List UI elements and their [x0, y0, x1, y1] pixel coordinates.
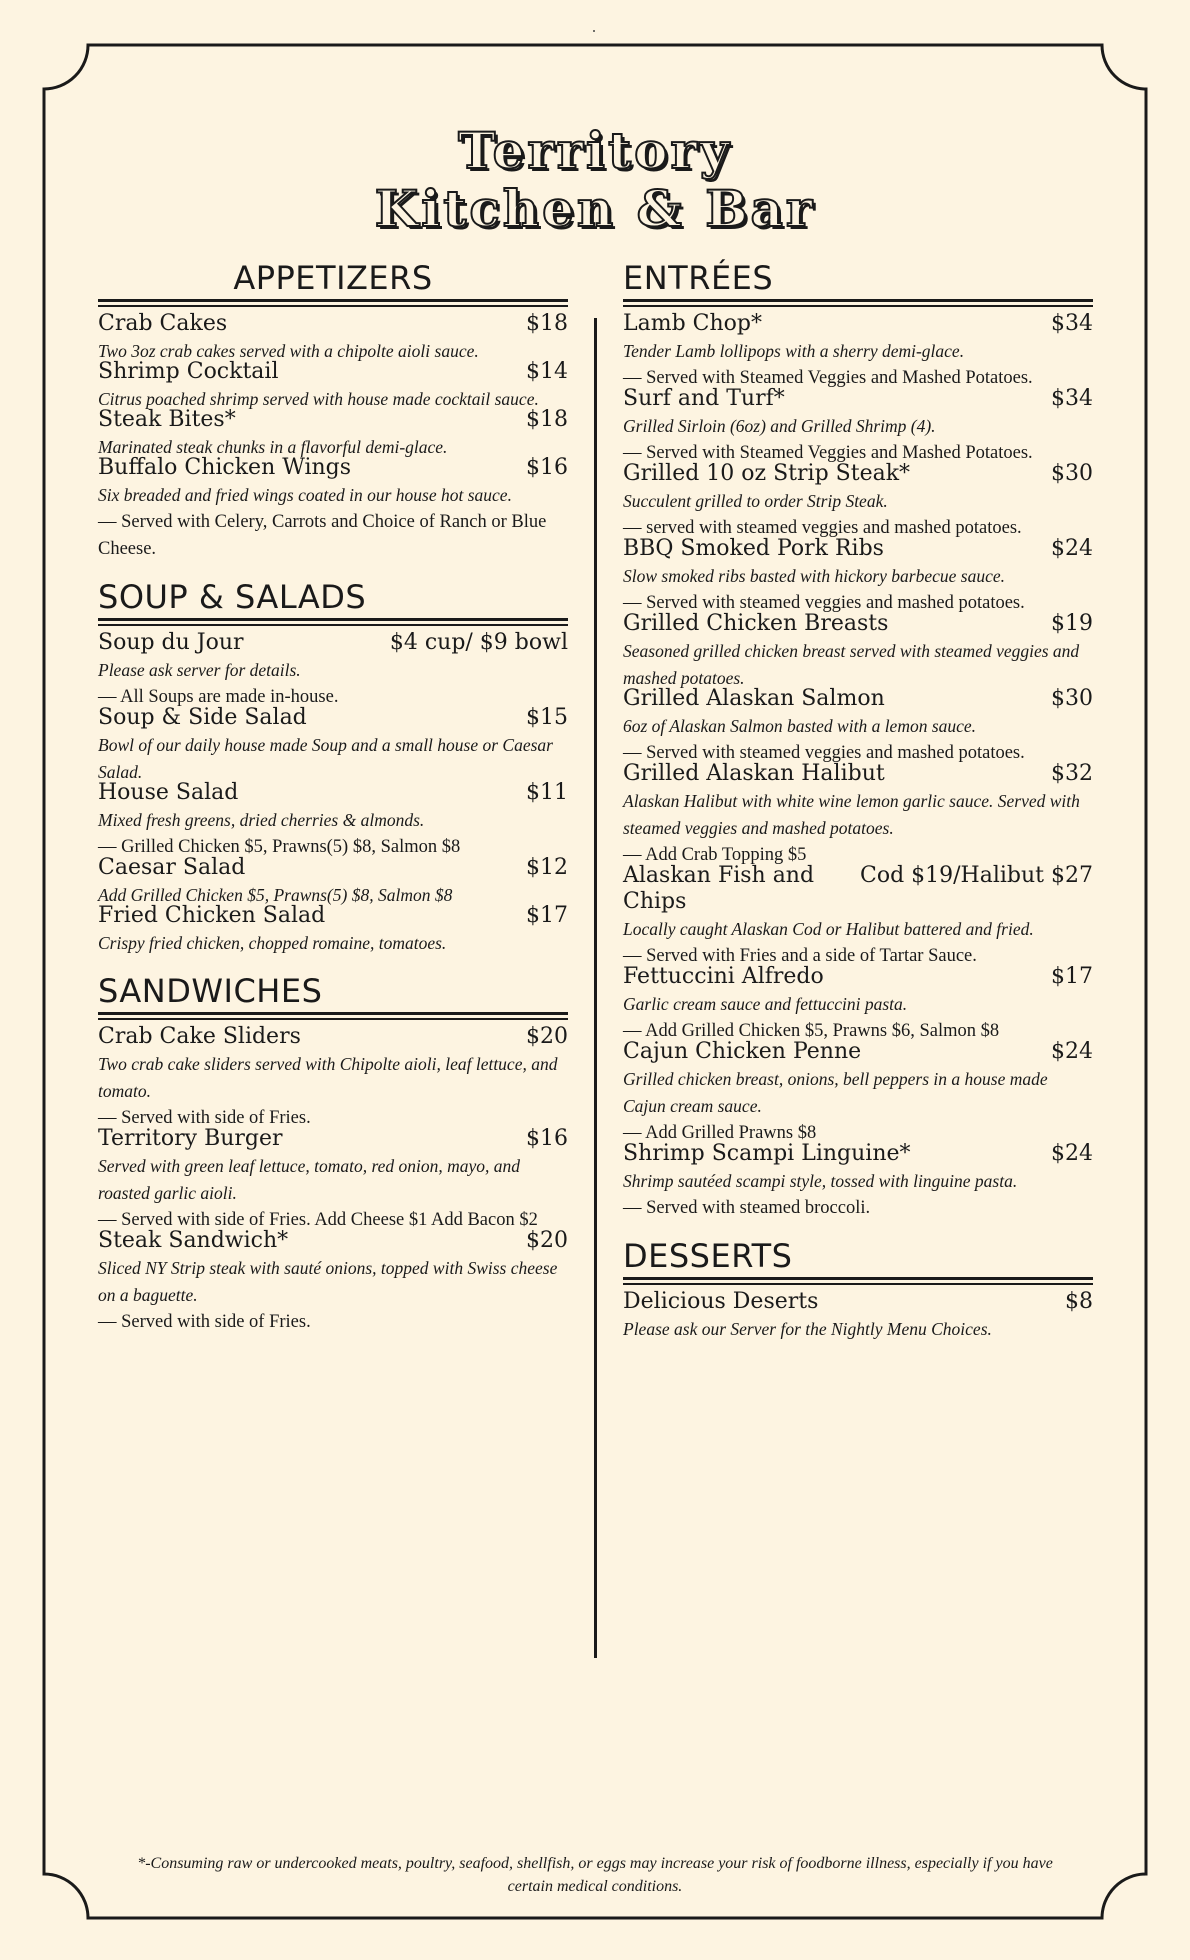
menu-item-description: Alaskan Halibut with white wine lemon garlic sauce. Served with steamed veggies and mashed potatoes. [623, 791, 1080, 838]
menu-item-description: Please ask our Server for the Nightly Menu Choices. [623, 1319, 992, 1339]
menu-item [98, 359, 568, 413]
menu-item-note: — Served with side of Fries. Add Cheese $1 Add Bacon $2 [98, 1210, 538, 1230]
menu-item-note: — Served with side of Fries. [98, 1312, 311, 1332]
menu-item-name: Territory Burger [98, 1126, 283, 1151]
section-double-rule [623, 299, 1093, 307]
menu-item [623, 1289, 1093, 1343]
menu-item-description: Grilled chicken breast, onions, bell peppers in a house made Cajun cream sauce. [623, 1069, 1048, 1116]
menu-item-price: $30 [1051, 686, 1093, 711]
menu-item-name: Steak Bites* [98, 407, 236, 432]
menu-item-name: Caesar Salad [98, 855, 246, 880]
menu-item-header [623, 1141, 1093, 1167]
menu-item-name: Shrimp Scampi Linguine* [623, 1141, 911, 1166]
menu-item-header [98, 1024, 568, 1050]
section-title: ENTRÉES [623, 259, 774, 297]
menu-item-price: $34 [1051, 311, 1093, 336]
menu-item-name: BBQ Smoked Pork Ribs [623, 536, 884, 561]
menu-item-description: Marinated steak chunks in a flavorful demi-glace. [98, 437, 448, 457]
menu-item-description: Tender Lamb lollipops with a sherry demi-glace. [623, 341, 965, 361]
menu-item-description: Citrus poached shrimp served with house made cocktail sauce. [98, 389, 539, 409]
menu-section-entr-es [623, 258, 1093, 1222]
menu-item-name: Delicious Deserts [623, 1289, 819, 1314]
menu-item-description: Mixed fresh greens, dried cherries & almonds. [98, 810, 425, 830]
menu-item [98, 1228, 568, 1336]
menu-item-description: Six breaded and fried wings coated in our house hot sauce. [98, 485, 512, 505]
menu-item-header [623, 686, 1093, 712]
menu-item-price: $24 [1051, 536, 1093, 561]
menu-item [623, 686, 1093, 767]
menu-item-name: Fettuccini Alfredo [623, 964, 824, 989]
menu-item-price: $18 [526, 311, 568, 336]
section-double-rule [623, 1277, 1093, 1285]
menu-item-description: Please ask server for details. [98, 660, 301, 680]
menu-item-name: Crab Cakes [98, 311, 228, 336]
menu-item-header [623, 863, 1093, 915]
menu-item-price: $15 [526, 705, 568, 730]
left-column [98, 258, 568, 1336]
menu-item-name: Grilled 10 oz Strip Steak* [623, 461, 911, 486]
menu-item [98, 780, 568, 861]
menu-item-price: $24 [1051, 1039, 1093, 1064]
menu-item-price: $34 [1051, 386, 1093, 411]
menu-item [98, 1024, 568, 1132]
menu-item-price: $24 [1051, 1141, 1093, 1166]
menu-item [623, 311, 1093, 392]
menu-item [98, 1126, 568, 1234]
menu-item-price: $20 [526, 1228, 568, 1253]
menu-item-header [623, 311, 1093, 337]
menu-item-description: Served with green leaf lettuce, tomato, red onion, mayo, and roasted garlic aioli. [98, 1156, 521, 1203]
menu-item-name: Buffalo Chicken Wings [98, 455, 352, 480]
menu-item-description: Two crab cake sliders served with Chipolte aioli, leaf lettuce, and tomato. [98, 1054, 558, 1101]
menu-item-name: Cajun Chicken Penne [623, 1039, 862, 1064]
menu-item-note: — Add Grilled Chicken $5, Prawns $6, Salmon $8 [623, 1021, 1000, 1041]
menu-item-price: $18 [526, 407, 568, 432]
section-double-rule [98, 618, 568, 626]
menu-item-description: Crispy fried chicken, chopped romaine, tomatoes. [98, 933, 447, 953]
column-divider [594, 318, 597, 1658]
menu-item-price: $20 [526, 1024, 568, 1049]
menu-item-name: Lamb Chop* [623, 311, 762, 336]
menu-item-note: — served with steamed veggies and mashed potatoes. [623, 518, 1022, 538]
menu-item-price: $8 [1065, 1289, 1093, 1314]
menu-item [623, 761, 1093, 869]
menu-item [623, 536, 1093, 617]
menu-item-name: Grilled Alaskan Halibut [623, 761, 885, 786]
menu-item-description: Locally caught Alaskan Cod or Halibut battered and fried. [623, 919, 1034, 939]
menu-item-header [98, 311, 568, 337]
menu-item-description: Two 3oz crab cakes served with a chipolte aioli sauce. [98, 341, 479, 361]
section-title: DESSERTS [623, 1237, 793, 1275]
menu-item-name: Soup du Jour [98, 630, 244, 655]
menu-item-name: Soup & Side Salad [98, 705, 307, 730]
menu-item-note: — Add Grilled Prawns $8 [623, 1123, 817, 1143]
menu-item-price: $30 [1051, 461, 1093, 486]
menu-item-name: Grilled Chicken Breasts [623, 611, 889, 636]
restaurant-name-line1: Territory [458, 121, 732, 180]
menu-item-price: $17 [526, 903, 568, 928]
menu-item-price: $17 [1051, 964, 1093, 989]
restaurant-title [0, 122, 1190, 238]
menu-section-appetizers [98, 258, 568, 563]
menu-item-note: — Served with steamed veggies and mashed potatoes. [623, 593, 1025, 613]
menu-item [98, 311, 568, 365]
menu-item-description: Slow smoked ribs basted with hickory barbecue sauce. [623, 566, 1006, 586]
menu-item-price: $19 [1051, 611, 1093, 636]
menu-item-description: Shrimp sautéed scampi style, tossed with linguine pasta. [623, 1171, 1018, 1191]
menu-item-description: Add Grilled Chicken $5, Prawns(5) $8, Salmon $8 [98, 885, 453, 905]
footer-disclaimer: *-Consuming raw or undercooked meats, poultry, seafood, shellfish, or eggs may increase your risk of foodborne illness, especially if you have certain medical conditions. [137, 1855, 1053, 1895]
menu-item-header [98, 455, 568, 481]
right-column [623, 258, 1093, 1343]
menu-item-header [623, 1039, 1093, 1065]
menu-item-note: — Served with Fries and a side of Tartar Sauce. [623, 946, 977, 966]
menu-item-note: — All Soups are made in-house. [98, 687, 339, 707]
menu-item-price: $12 [526, 855, 568, 880]
menu-item-header [623, 536, 1093, 562]
menu-item-price: Cod $19/Halibut $27 [859, 863, 1093, 888]
menu-item [98, 705, 568, 786]
menu-item [623, 386, 1093, 467]
menu-item-price: $32 [1051, 761, 1093, 786]
menu-item-price: $4 cup/ $9 bowl [389, 630, 568, 655]
menu-item-note: — Served with side of Fries. [98, 1108, 311, 1128]
menu-item-description: Seasoned grilled chicken breast served with steamed veggies and mashed potatoes. [623, 641, 1080, 688]
section-title: APPETIZERS [233, 259, 433, 297]
menu-item-note: — Served with Steamed Veggies and Mashed Potatoes. [623, 443, 1033, 463]
menu-item-description: 6oz of Alaskan Salmon basted with a lemon sauce. [623, 716, 977, 736]
section-title: SANDWICHES [98, 972, 323, 1010]
menu-item-description: Sliced NY Strip steak with sauté onions, topped with Swiss cheese on a baguette. [98, 1258, 558, 1305]
menu-item [623, 611, 1093, 692]
menu-item [98, 903, 568, 957]
menu-item [623, 1141, 1093, 1222]
restaurant-name-line2: Kitchen & Bar [374, 179, 816, 238]
menu-item-note: — Served with steamed veggies and mashed potatoes. [623, 743, 1025, 763]
menu-item-price: $16 [526, 1126, 568, 1151]
menu-item-description: Garlic cream sauce and fettuccini pasta. [623, 994, 908, 1014]
menu-item-header [623, 1289, 1093, 1315]
menu-item [623, 964, 1093, 1045]
menu-item-note: — Grilled Chicken $5, Prawns(5) $8, Salmon $8 [98, 837, 461, 857]
menu-item-header [98, 630, 568, 656]
menu-item-name: Steak Sandwich* [98, 1228, 289, 1253]
menu-item-description: Bowl of our daily house made Soup and a small house or Caesar Salad. [98, 735, 553, 782]
menu-item [98, 855, 568, 909]
menu-section-sandwiches [98, 971, 568, 1336]
menu-item [623, 863, 1093, 970]
menu-item-name: Alaskan Fish and Chips [623, 863, 815, 914]
menu-item-price: $16 [526, 455, 568, 480]
menu-item [623, 461, 1093, 542]
menu-item-name: Crab Cake Sliders [98, 1024, 301, 1049]
menu-item-name: Fried Chicken Salad [98, 903, 326, 928]
menu-item-name: House Salad [98, 780, 239, 805]
menu-item [623, 1039, 1093, 1147]
menu-item-header [98, 1126, 568, 1152]
section-double-rule [98, 299, 568, 307]
menu-item [98, 455, 568, 563]
section-double-rule [98, 1012, 568, 1020]
menu-item-description: Grilled Sirloin (6oz) and Grilled Shrimp (4). [623, 416, 936, 436]
menu-item-price: $14 [526, 359, 568, 384]
menu-item-name: Grilled Alaskan Salmon [623, 686, 885, 711]
menu-item-name: Surf and Turf* [623, 386, 785, 411]
menu-item [98, 407, 568, 461]
menu-item-header [98, 903, 568, 929]
menu-item-note: — Served with Steamed Veggies and Mashed Potatoes. [623, 368, 1033, 388]
menu-item-header [98, 780, 568, 806]
menu-section-desserts [623, 1236, 1093, 1343]
menu-item-description: Succulent grilled to order Strip Steak. [623, 491, 888, 511]
menu-item-note: — Served with steamed broccoli. [623, 1198, 871, 1218]
section-title: SOUP & SALADS [98, 578, 367, 616]
menu-item-note: — Served with Celery, Carrots and Choice of Ranch or Blue Cheese. [98, 512, 547, 559]
menu-section-soup-salads [98, 577, 568, 957]
menu-item-price: $11 [526, 780, 568, 805]
menu-item-name: Shrimp Cocktail [98, 359, 279, 384]
menu-item-note: — Add Crab Topping $5 [623, 845, 807, 865]
menu-item [98, 630, 568, 711]
top-dot [593, 30, 595, 32]
